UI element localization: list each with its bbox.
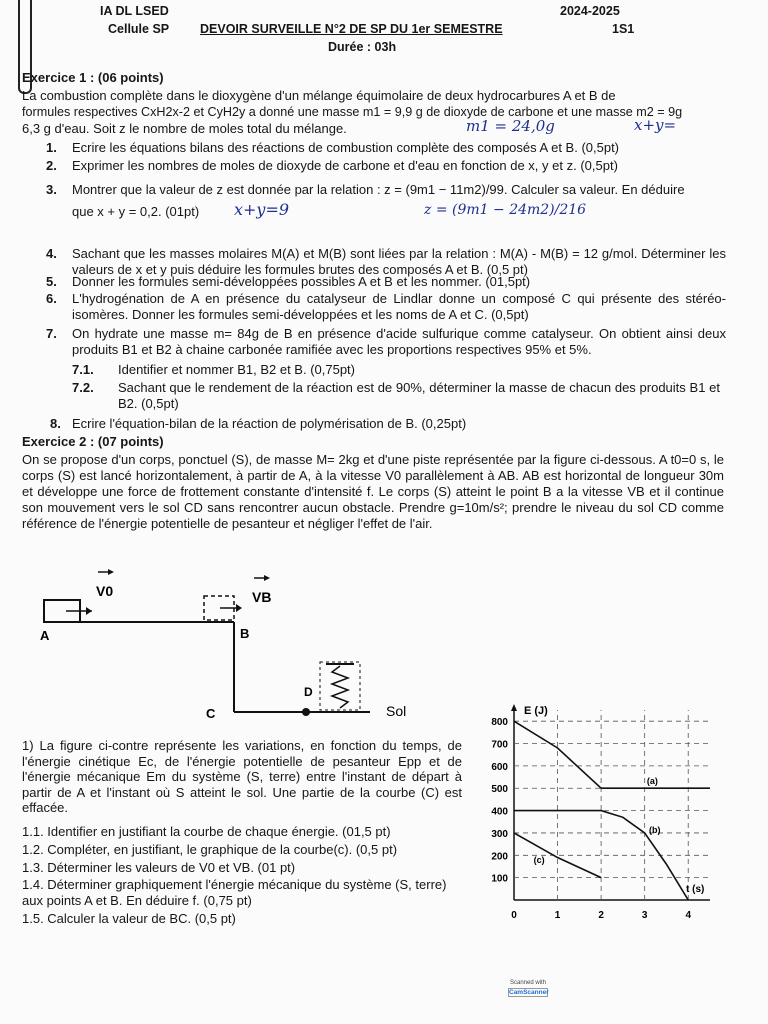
x-tick-label: 1 (554, 910, 561, 921)
school-year: 2024-2025 (560, 4, 620, 18)
y-tick-label: 400 (491, 806, 508, 818)
series-label: (b) (649, 824, 661, 835)
label-v0: V0 (96, 583, 114, 599)
ex2-p11: 1.1. Identifier en justifiant la courbe de chaque énergie. (01,5 pt) (22, 824, 391, 839)
y-tick-label: 200 (491, 851, 508, 863)
q-number: 6. (46, 291, 57, 306)
ex2-p12: 1.2. Compléter, en justifiant, le graphique de la courbe(c). (0,5 pt) (22, 842, 398, 857)
series-label: (a) (646, 775, 658, 786)
y-tick-label: 500 (491, 784, 508, 796)
q-number: 1. (46, 140, 57, 155)
school-name: IA DL LSED (100, 4, 169, 18)
series-label: (c) (533, 855, 545, 866)
q-text: Identifier et nommer B1, B2 et B. (0,75pt) (118, 362, 356, 377)
ex1-title: Exercice 1 : (06 points) (22, 70, 164, 85)
q-text: Ecrire l'équation-bilan de la réaction de polymérisation de B. (0,25pt) (72, 416, 467, 431)
ex2-p1: 1) La figure ci-contre représente les variations, en fonction du temps, de l'énergie cinétique Ec, de l'énergie potentielle de pesanteur Epp et de l'énergie mécanique Em du système (S, terre) entre l'instant de départ à partir de A et l'instant où S atteint le sol. Une partie de la courbe (C) est effacée. (22, 738, 462, 815)
y-tick-label: 100 (491, 873, 508, 885)
ex2-title: Exercice 2 : (07 points) (22, 434, 164, 449)
track-figure (30, 566, 430, 726)
point-d (302, 708, 310, 716)
ex1-intro-l2: formules respectives CxH2x-2 et CyH2y a donné une masse m1 = 9,9 g de dioxyde de carbone et une masse m2 = 9g (22, 105, 683, 119)
x-tick-label: 3 (641, 910, 648, 921)
x-axis-label: t (s) (686, 884, 705, 895)
q-text: Ecrire les équations bilans des réactions de combustion complète des composés A et B. (0,5pt) (72, 140, 620, 155)
q-number: 8. (50, 416, 61, 431)
y-tick-label: 300 (491, 828, 508, 840)
q-text: L'hydrogénation de A en présence du catalyseur de Lindlar donne un composé C qui présente des stéréo-isomères. Donner les formules semi-développées et les noms de A et C. (0,5pt) (72, 291, 726, 322)
q-text: Donner les formules semi-développées possibles A et B et les nommer. (01,5pt) (72, 274, 531, 289)
x-tick-label: 2 (598, 910, 604, 921)
y-axis-arrow (511, 704, 517, 711)
q-text: Exprimer les nombres de moles de dioxyde de carbone et d'eau en fonction de x, y et z. (0,5pt) (72, 158, 618, 173)
spring-box (320, 662, 360, 710)
q-number: 5. (46, 274, 57, 289)
label-c: C (206, 706, 216, 721)
handwritten-m1: m1 = 24,0g (466, 117, 555, 135)
y-tick-label: 800 (491, 717, 508, 729)
q-text-2: que x + y = 0,2. (01pt) (72, 204, 200, 219)
q-number: 4. (46, 246, 57, 261)
ex2-intro: On se propose d'un corps, ponctuel (S), de masse M= 2kg et d'une piste représentée par la figure ci-dessous. A t0=0 s, le corps (S) est lancé horizontalement, à partir de A, à la vitesse V0 parallèlement à AB. AB est horizontal de longueur 30m et développe une force de frottement constante d'intensité f. Le corps (S) atteint le point B a la vitesse VB et il continue son mouvement vers le sol CD sans rencontrer aucun obstacle. Prendre g=10m/s²; prendre le niveau du sol CD comme référence de l'énergie potentielle de pesanteur et négliger l'effet de l'air. (22, 452, 724, 531)
q-number: 2. (46, 158, 57, 173)
handwritten-xy-eq: x+y=9 (234, 200, 290, 219)
class-label: 1S1 (612, 22, 635, 36)
q-text: Montrer que la valeur de z est donnée par la relation : z = (9m1 − 11m2)/99. Calculer sa valeur. En déduire (72, 182, 685, 197)
cellule: Cellule SP (108, 22, 170, 36)
ex2-p14: 1.4. Déterminer graphiquement l'énergie mécanique du système (S, terre) aux points A et B. En déduire f. (0,75 pt) (22, 877, 447, 908)
y-axis-label: E (J) (524, 705, 548, 717)
q-text: On hydrate une masse m= 84g de B en présence d'acide sulfurique comme catalyseur. On obtient ainsi deux produits B1 et B2 à chaine carbonée ramifiée avec les proportions respectives 95% et 5%. (72, 326, 726, 357)
q-number: 7. (46, 326, 57, 341)
ex2-p13: 1.3. Déterminer les valeurs de V0 et VB. (01 pt) (22, 860, 296, 875)
label-b: B (240, 626, 250, 641)
ex1-intro-l1: La combustion complète dans le dioxygène d'un mélange équimolaire de deux hydrocarbures A et B de (22, 88, 616, 103)
series-line-0 (514, 721, 710, 788)
chart-ticks (491, 717, 691, 921)
handwritten-xy: x+y= (634, 116, 677, 134)
label-vb: VB (252, 589, 272, 605)
camscanner-logo (508, 980, 548, 1012)
vec-v0-head (108, 569, 114, 575)
handwritten-z: z = (9m1 − 24m2)/216 (424, 202, 587, 218)
arrow-v0-head (86, 607, 92, 615)
q-number: 3. (46, 182, 57, 197)
ex2-p15: 1.5. Calculer la valeur de BC. (0,5 pt) (22, 911, 236, 926)
vec-vb-head (264, 575, 270, 581)
spring (332, 666, 348, 708)
label-sol: Sol (386, 703, 407, 719)
ex1-intro-l3: 6,3 g d'eau. Soit z le nombre de moles total du mélange. (22, 121, 347, 136)
q-text: Sachant que le rendement de la réaction est de 90%, déterminer la masse de chacun des produits B1 et B2. (0,5pt) (118, 380, 720, 411)
scanner-caption: Scanned with (509, 980, 547, 986)
energy-chart (480, 700, 720, 930)
label-a: A (40, 628, 50, 643)
ex1-q7 (46, 326, 726, 360)
x-tick-label: 0 (511, 910, 517, 921)
scanner-brand: CamScanner (509, 989, 549, 996)
y-tick-label: 700 (491, 739, 508, 751)
label-d: D (304, 685, 313, 699)
arrow-vb-head (236, 604, 242, 612)
y-tick-label: 600 (491, 761, 508, 773)
q-number: 7.1. (72, 362, 94, 377)
q-number: 7.2. (72, 380, 94, 395)
ex1-q3 (46, 182, 726, 222)
q-text: Sachant que les masses molaires M(A) et M(B) sont liées par la relation : M(A) - M(B) = 12 g/mol. Déterminer les valeurs de x et y puis déduire les formules brutes des composés A et B. (0,5 pt) (72, 246, 726, 277)
x-tick-label: 4 (685, 910, 692, 921)
page-title: DEVOIR SURVEILLE N°2 DE SP DU 1er SEMESTRE (200, 22, 503, 36)
ex1-q6 (46, 291, 726, 325)
duration: Durée : 03h (328, 40, 397, 54)
ex1-q72 (72, 380, 722, 414)
